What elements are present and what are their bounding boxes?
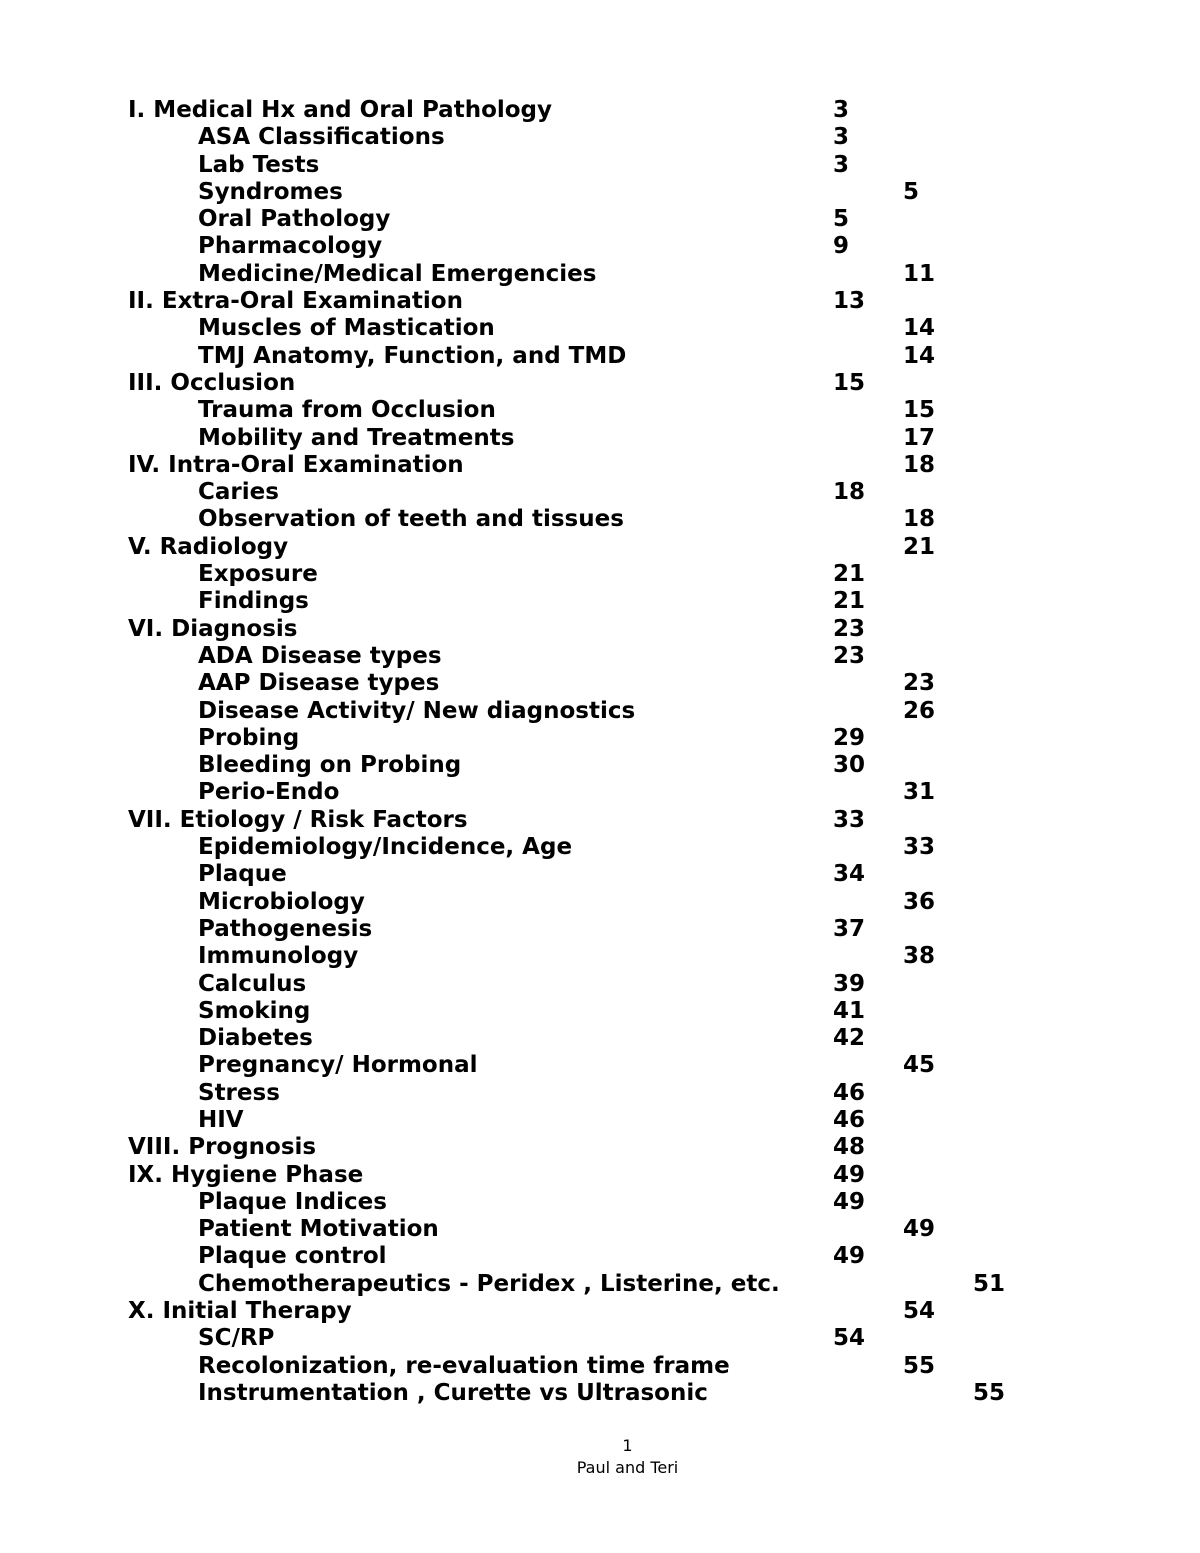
toc-entry-title: Smoking (198, 997, 311, 1024)
toc-entry-page: 51 (973, 1270, 1006, 1297)
toc-entry-page: 49 (833, 1243, 866, 1270)
toc-entry-page: 15 (903, 397, 936, 424)
toc-subsection-row (0, 1189, 1200, 1216)
toc-subsection-row (0, 670, 1200, 697)
toc-subsection-row (0, 1025, 1200, 1052)
toc-entry-page: 42 (833, 1025, 866, 1052)
toc-entry-page: 17 (903, 424, 936, 451)
toc-entry-title: TMJ Anatomy, Function, and TMD (198, 342, 627, 369)
toc-entry-page: 55 (903, 1352, 936, 1379)
toc-entry-title: X. Initial Therapy (128, 1298, 352, 1325)
toc-entry-title: Immunology (198, 943, 359, 970)
toc-subsection-row (0, 1052, 1200, 1079)
toc-entry-page: 33 (833, 806, 866, 833)
toc-subsection-row (0, 1325, 1200, 1352)
toc-subsection-row (0, 506, 1200, 533)
toc-entry-title: IX. Hygiene Phase (128, 1161, 364, 1188)
toc-section-row (0, 807, 1200, 834)
toc-entry-page: 3 (833, 151, 850, 178)
toc-subsection-row (0, 233, 1200, 260)
toc-subsection-row (0, 643, 1200, 670)
toc-subsection-row (0, 479, 1200, 506)
toc-entry-page: 41 (833, 997, 866, 1024)
toc-section-row (0, 616, 1200, 643)
toc-entry-page: 18 (833, 479, 866, 506)
toc-entry-title: Patient Motivation (198, 1216, 439, 1243)
toc-entry-title: Bleeding on Probing (198, 752, 462, 779)
toc-subsection-row (0, 206, 1200, 233)
footer-page-number: 1 (622, 1436, 633, 1455)
toc-section-row (0, 1134, 1200, 1161)
toc-entry-title: Exposure (198, 561, 318, 588)
toc-section-row (0, 1162, 1200, 1189)
toc-entry-title: AAP Disease types (198, 670, 440, 697)
toc-entry-page: 49 (903, 1216, 936, 1243)
toc-entry-title: Recolonization, re-evaluation time frame (198, 1352, 730, 1379)
toc-entry-title: Observation of teeth and tissues (198, 506, 624, 533)
toc-subsection-row (0, 861, 1200, 888)
toc-subsection-row (0, 916, 1200, 943)
toc-entry-title: Chemotherapeutics - Peridex , Listerine, etc. (198, 1270, 780, 1297)
toc-entry-page: 14 (903, 342, 936, 369)
toc-entry-title: VII. Etiology / Risk Factors (128, 806, 468, 833)
toc-entry-title: Epidemiology/Incidence, Age (198, 834, 573, 861)
toc-entry-page: 49 (833, 1161, 866, 1188)
toc-entry-page: 21 (833, 561, 866, 588)
toc-entry-page: 46 (833, 1106, 866, 1133)
toc-entry-page: 14 (903, 315, 936, 342)
toc-subsection-row (0, 1080, 1200, 1107)
toc-subsection-row (0, 588, 1200, 615)
toc-subsection-row (0, 1216, 1200, 1243)
toc-subsection-row (0, 725, 1200, 752)
toc-subsection-row (0, 561, 1200, 588)
toc-entry-title: Plaque Indices (198, 1188, 387, 1215)
toc-entry-title: IV. Intra-Oral Examination (128, 451, 464, 478)
toc-entry-page: 5 (833, 206, 850, 233)
toc-entry-title: II. Extra-Oral Examination (128, 288, 463, 315)
toc-entry-page: 37 (833, 915, 866, 942)
toc-subsection-row (0, 315, 1200, 342)
footer-authors: Paul and Teri (576, 1458, 679, 1477)
toc-entry-title: Plaque control (198, 1243, 387, 1270)
toc-entry-title: Disease Activity/ New diagnostics (198, 697, 636, 724)
toc-entry-title: Caries (198, 479, 279, 506)
toc-entry-page: 13 (833, 288, 866, 315)
toc-section-row (0, 370, 1200, 397)
toc-entry-page: 18 (903, 506, 936, 533)
toc-section-row (0, 288, 1200, 315)
toc-subsection-row (0, 1107, 1200, 1134)
toc-entry-title: Muscles of Mastication (198, 315, 495, 342)
toc-entry-title: ADA Disease types (198, 642, 442, 669)
toc-entry-title: I. Medical Hx and Oral Pathology (128, 97, 553, 123)
toc-entry-page: 54 (833, 1325, 866, 1352)
toc-entry-page: 5 (903, 178, 920, 205)
toc-entry-title: Diabetes (198, 1025, 313, 1052)
toc-entry-page: 36 (903, 888, 936, 915)
toc-entry-page: 23 (833, 642, 866, 669)
toc-entry-page: 45 (903, 1052, 936, 1079)
toc-entry-title: Medicine/Medical Emergencies (198, 260, 597, 287)
toc-subsection-row (0, 889, 1200, 916)
toc-entry-page: 39 (833, 970, 866, 997)
toc-entry-page: 31 (903, 779, 936, 806)
toc-entry-title: Mobility and Treatments (198, 424, 515, 451)
toc-entry-title: Plaque (198, 861, 287, 888)
toc-subsection-row (0, 179, 1200, 206)
toc-entry-title: Probing (198, 724, 300, 751)
toc-entry-title: Syndromes (198, 178, 343, 205)
toc-entry-title: SC/RP (198, 1325, 275, 1352)
toc-entry-page: 33 (903, 834, 936, 861)
toc-subsection-row (0, 397, 1200, 424)
toc-entry-page: 55 (973, 1379, 1006, 1406)
toc-entry-page: 23 (903, 670, 936, 697)
toc-entry-title: Findings (198, 588, 309, 615)
toc-entry-page: 23 (833, 615, 866, 642)
toc-subsection-row (0, 834, 1200, 861)
toc-entry-title: Microbiology (198, 888, 365, 915)
toc-subsection-row (0, 943, 1200, 970)
toc-subsection-row (0, 752, 1200, 779)
toc-entry-title: Trauma from Occlusion (198, 397, 496, 424)
toc-entry-title: HIV (198, 1106, 244, 1133)
toc-subsection-row (0, 698, 1200, 725)
toc-entry-page: 11 (903, 260, 936, 287)
toc-subsection-row (0, 1243, 1200, 1270)
toc-entry-title: Pathogenesis (198, 915, 373, 942)
toc-entry-page: 48 (833, 1134, 866, 1161)
toc-entry-page: 34 (833, 861, 866, 888)
toc-section-row (0, 1298, 1200, 1325)
toc-subsection-row (0, 124, 1200, 151)
toc-entry-title: Instrumentation , Curette vs Ultrasonic (198, 1379, 708, 1406)
toc-entry-title: Stress (198, 1079, 280, 1106)
toc-entry-title: Pharmacology (198, 233, 383, 260)
toc-entry-page: 21 (903, 533, 936, 560)
toc-entry-title: Pregnancy/ Hormonal (198, 1052, 478, 1079)
toc-entry-page: 30 (833, 752, 866, 779)
toc-entry-page: 49 (833, 1188, 866, 1215)
toc-section-row (0, 97, 1200, 124)
toc-entry-page: 26 (903, 697, 936, 724)
toc-entry-title: V. Radiology (128, 533, 289, 560)
toc-subsection-row (0, 343, 1200, 370)
toc-entry-page: 21 (833, 588, 866, 615)
toc-entry-page: 38 (903, 943, 936, 970)
toc-entry-page: 15 (833, 369, 866, 396)
toc-entry-page: 46 (833, 1079, 866, 1106)
toc-entry-title: VI. Diagnosis (128, 615, 298, 642)
toc-subsection-row (0, 998, 1200, 1025)
toc-entry-page: 54 (903, 1298, 936, 1325)
toc-subsection-row (0, 1353, 1200, 1380)
toc-entry-title: III. Occlusion (128, 369, 296, 396)
toc-entry-title: Perio-Endo (198, 779, 340, 806)
toc-subsection-row (0, 779, 1200, 806)
toc-subsection-row (0, 425, 1200, 452)
toc-subsection-row (0, 261, 1200, 288)
toc-entry-page: 9 (833, 233, 850, 260)
toc-entry-title: Oral Pathology (198, 206, 391, 233)
toc-subsection-row (0, 1380, 1200, 1407)
toc-section-row (0, 534, 1200, 561)
toc-entry-title: Lab Tests (198, 151, 320, 178)
toc-subsection-row (0, 1271, 1200, 1298)
toc-subsection-row (0, 971, 1200, 998)
toc-entry-title: VIII. Prognosis (128, 1134, 317, 1161)
table-of-contents (0, 97, 1200, 1407)
toc-entry-page: 3 (833, 124, 850, 151)
toc-section-row (0, 452, 1200, 479)
toc-entry-page: 29 (833, 724, 866, 751)
toc-subsection-row (0, 152, 1200, 179)
toc-entry-title: ASA Classifications (198, 124, 445, 151)
toc-entry-title: Calculus (198, 970, 307, 997)
toc-entry-page: 18 (903, 451, 936, 478)
toc-entry-page: 3 (833, 97, 850, 123)
